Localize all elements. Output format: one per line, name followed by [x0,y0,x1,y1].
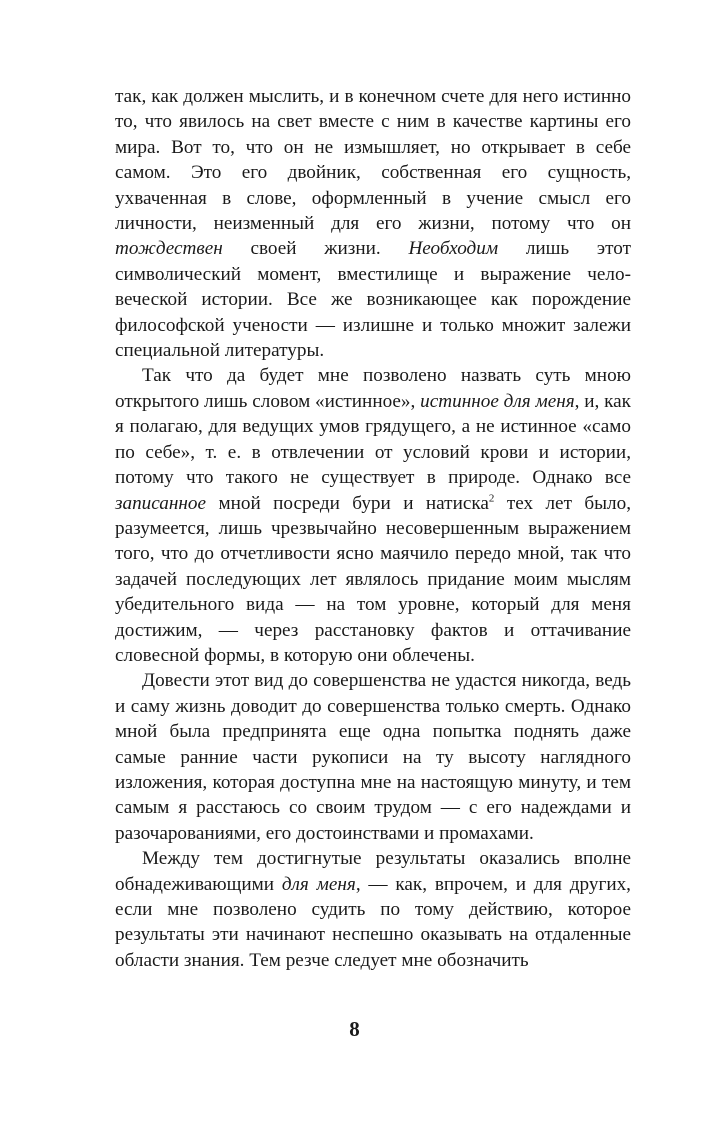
page-number: 8 [349,1017,360,1041]
text-run: , и, как я полагаю, для ведущих умов грядущего, а не истинное «само по себе», т. е. в отвлечении от условий крови и истории, потому что такого не существует в природе. Однако все [115,390,632,489]
text-run: Довести этот вид до совершенства не удастся никогда, ведь и саму жизнь доводит до совершенства только смерть. Однако мной была предпринята еще одна попытка поднять даже самые ранние части рукописи на ту высоту наглядного изложения, которая доступна мне на настоящую минуту, и тем самым я расстаюсь со своим трудом — с его надеждами и разочарованиями, его достоинствами и промахами. [115,670,631,844]
paragraph-4 [115,846,631,973]
page-body [115,84,631,973]
italic-phrase: истинное для меня [420,390,575,412]
paragraph-3 [115,668,631,846]
italic-phrase: для меня [281,873,356,895]
footnote-marker: 2 [488,492,495,505]
italic-phrase: записанное [115,492,207,514]
text-run: тех лет было, разумеется, лишь чрезвычайно несовершенным выражением того, что до отчетливости ясно маячило передо мной, так что задачей последующих лет являлось придание моим мыслям убедительного вида — на том уровне, который для меня достижим, — через расстановку фактов и оттачивание словесной формы, в которую они облечены. [115,492,631,666]
paragraph-1 [115,84,631,363]
italic-phrase: тождествен [115,238,223,260]
text-run: Так что да будет мне позволено назвать суть мною открытого лишь словом «истинное», [115,365,631,412]
text-run: мной посреди бури и натиска [206,492,489,514]
text-run: Между тем достигнутые результаты оказались вполне обнадеживающими [115,848,631,895]
text-run: так, как должен мыслить, и в конечном счете для него истинно то, что явилось на свет вместе с ним в качестве картины его мира. Вот то, что он не измышляет, но открывает в себе самом. Это его двойник, собственная его сущность, ухваченная в слове, оформленный в учение смысл его личности, неизменный для его жизни, потому что он [115,86,631,235]
paragraph-2 [115,363,631,668]
text-run: своей жизни. [222,238,409,260]
text-run: , — как, впрочем, и для других, если мне позволено судить по тому действию, которое результаты эти начинают неспешно оказывать на отдаленные области знания. Тем резче следует мне обозначить [115,873,631,971]
italic-phrase: Необходим [408,238,499,260]
text-run: лишь этот символический момент, вместилище и выражение человеческой истории. Все же возникающее как порождение философской учености — излишне и только множит залежи специальной литературы. [115,238,631,362]
